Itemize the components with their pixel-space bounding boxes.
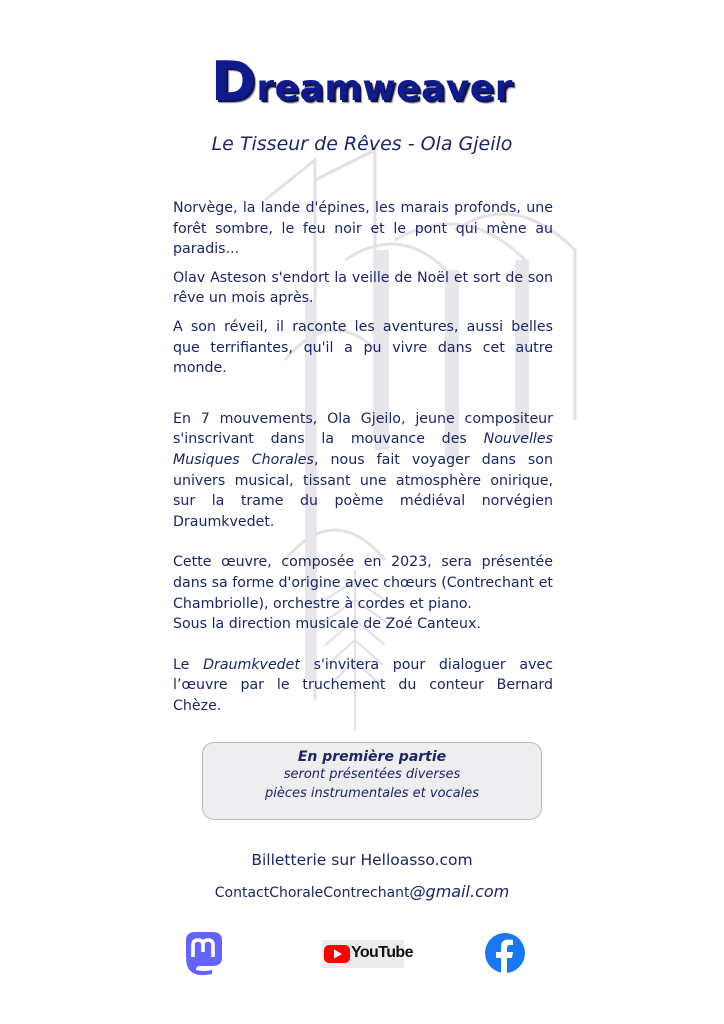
paragraph-7	[173, 655, 553, 717]
paragraph-1: Norvège, la lande d'épines, les marais profonds, une forêt sombre, le feu noir et le pont qui mène au paradis...	[173, 200, 553, 258]
youtube-icon[interactable]	[322, 940, 413, 968]
paragraph-4-emphasis: Nouvelles Musiques Chorales	[173, 431, 553, 468]
paragraph-4-text-a: En 7 mouvements, Ola Gjeilo, jeune compositeur s'inscrivant dans la mouvance des	[173, 410, 553, 448]
first-part-heading: En première partie	[297, 749, 447, 765]
first-part-box	[202, 742, 542, 820]
paragraph-7-text-a: Le	[173, 656, 204, 673]
paragraph-6: Sous la direction musicale de Zoé Canteux.	[173, 616, 481, 633]
contact-email-domain: @gmail.com	[409, 882, 510, 901]
paragraph-7-emphasis: Draumkvedet	[203, 656, 300, 673]
mastodon-icon[interactable]	[182, 930, 226, 976]
first-part-line-2: pièces instrumentales et vocales	[264, 786, 480, 801]
title-initial: D	[211, 50, 257, 113]
event-title	[0, 50, 724, 113]
paragraph-3: A son réveil, il raconte les aventures, aussi belles que terrifiantes, qu'il a pu vivre dans cet autre monde.	[173, 318, 553, 377]
ticketing-info[interactable]: Billetterie sur Helloasso.com	[251, 851, 473, 869]
paragraph-4-text-b: , nous fait voyager dans son univers musical, tissant une atmosphère onirique, sur la trame du poème médiéval norvégien Draumkvedet.	[173, 451, 553, 530]
youtube-play-icon	[324, 943, 350, 965]
facebook-icon[interactable]	[484, 932, 526, 974]
youtube-wordmark: YouTube	[351, 944, 413, 961]
paragraph-5: Cette œuvre, composée en 2023, sera présentée dans sa forme d'origine avec chœurs (Contrechant et Chambriolle), orchestre à cordes et piano.	[173, 554, 553, 612]
contact-email[interactable]	[0, 882, 724, 901]
first-part-line-1: seront présentées diverses	[283, 767, 461, 782]
paragraph-7-text-b: s'invitera pour dialoguer avec l’œuvre par le truchement du conteur Bernard Chèze.	[173, 656, 553, 714]
paragraph-2: Olav Asteson s'endort la veille de Noël et sort de son rêve un mois après.	[173, 269, 553, 307]
title-rest: reamweaver	[256, 68, 513, 109]
paragraph-4	[173, 409, 553, 533]
event-description	[173, 198, 553, 716]
contact-email-user: ContactChoraleContrechant	[214, 885, 410, 901]
event-subtitle: Le Tisseur de Rêves - Ola Gjeilo	[211, 133, 513, 155]
